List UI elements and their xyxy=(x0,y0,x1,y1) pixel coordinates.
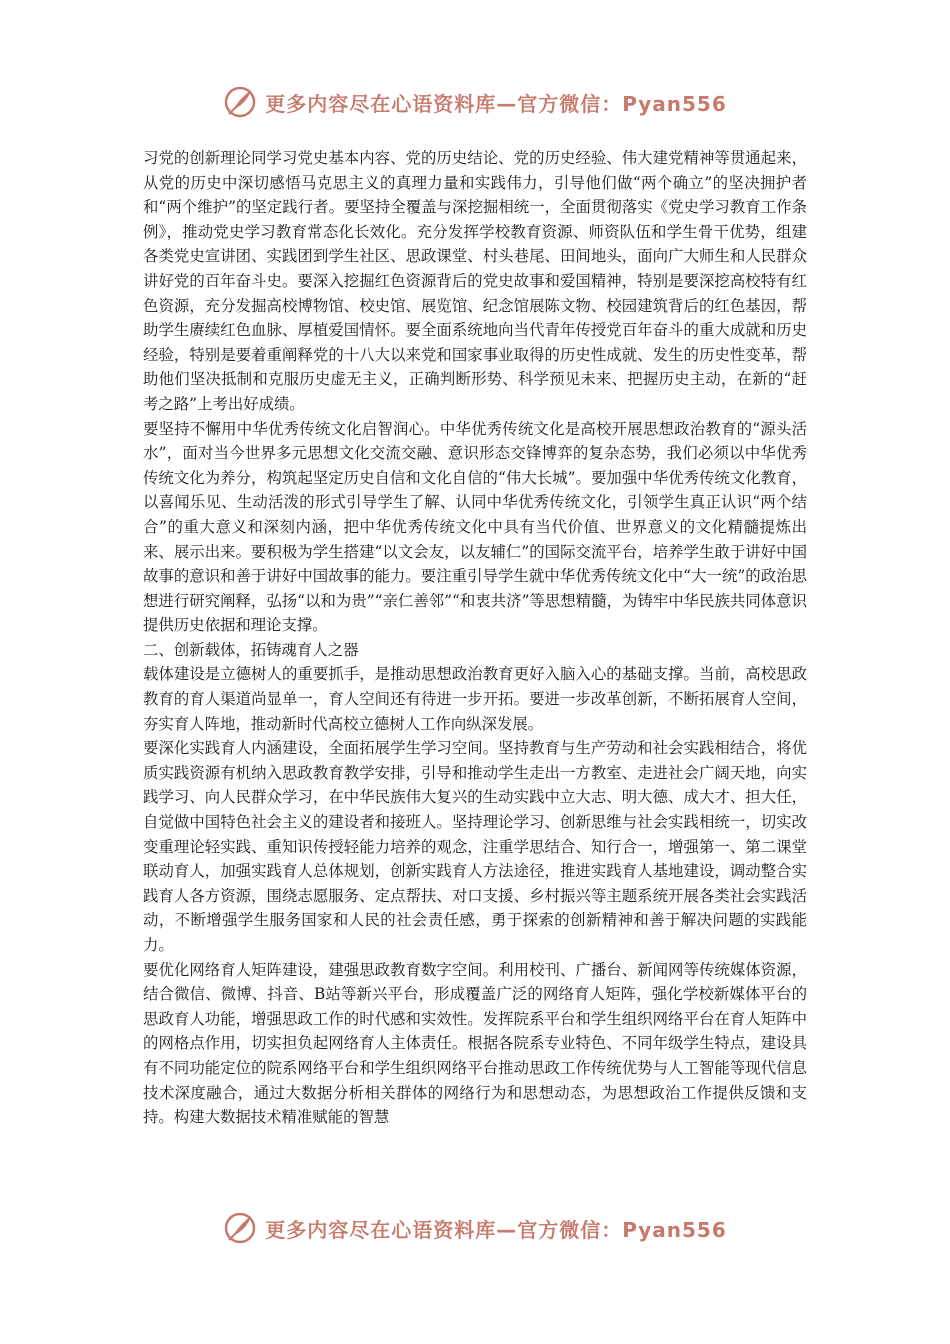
watermark-text: 更多内容尽在心语资料库—官方微信：Pyan556 xyxy=(265,1217,727,1242)
watermark-text: 更多内容尽在心语资料库—官方微信：Pyan556 xyxy=(265,91,727,116)
paragraph-4: 要深化实践育人内涵建设，全面拓展学生学习空间。坚持教育与生产劳动和社会实践相结合，将优质实践资源有机纳入思政教育教学安排，引导和推动学生走出一方教室、走进社会广阔天地，向实践学习、向人民群众学习，在中华民族伟大复兴的生动实践中立大志、明大德、成大才、担大任，自觉做中国特色社会主义的建设者和接班人。坚持理论学习、创新思维与社会实践相统一，切实改变重理论轻实践、重知识传授轻能力培养的观念，注重学思结合、知行合一，增强第一、第二课堂联动育人，加强实践育人总体规划，创新实践育人方法途径，推进实践育人基地建设，调动整合实践育人各方资源，围绕志愿服务、定点帮扶、对口支援、乡村振兴等主题系统开展各类社会实践活动，不断增强学生服务国家和人民的社会责任感，勇于探索的创新精神和善于解决问题的实践能力。 xyxy=(143,739,807,954)
feather-logo-icon xyxy=(223,85,257,119)
paragraph-2: 要坚持不懈用中华优秀传统文化启智润心。中华优秀传统文化是高校开展思想政治教育的“源头活水”，面对当今世界多元思想文化交流交融、意识形态交锋博弈的复杂态势，我们必须以中华优秀传统文化为养分，构筑起坚定历史自信和文化自信的“伟大长城”。要加强中华优秀传统文化教育，以喜闻乐见、生动活泼的形式引导学生了解、认同中华优秀传统文化，引领学生真正认识“两个结合”的重大意义和深刻内涵，把中华优秀传统文化中具有当代价值、世界意义的文化精髓提炼出来、展示出来。要积极为学生搭建“以文会友，以友辅仁”的国际交流平台，培养学生敢于讲好中国故事的意识和善于讲好中国故事的能力。要注重引导学生就中华优秀传统文化中“大一统”的政治思想进行研究阐释，弘扬“以和为贵”“亲仁善邻”“和衷共济”等思想精髓，为铸牢中华民族共同体意识提供历史依据和理论支撑。 xyxy=(143,419,807,635)
footer-watermark xyxy=(0,1206,950,1250)
document-body xyxy=(143,146,807,1130)
feather-logo-icon xyxy=(223,1211,257,1245)
paragraph-5: 要优化网络育人矩阵建设，建强思政教育数字空间。利用校刊、广播台、新闻网等传统媒体资源，结合微信、微博、抖音、B站等新兴平台，形成覆盖广泛的网络育人矩阵，强化学校新媒体平台的思政育人功能，增强思政工作的时代感和实效性。发挥院系平台和学生组织网络平台在育人矩阵中的网格点作用，切实担负起网络育人主体责任。根据各院系专业特色、不同年级学生特点，建设具有不同功能定位的院系网络平台和学生组织网络平台推动思政工作传统优势与人工智能等现代信息技术深度融合，通过大数据分析相关群体的网络行为和思想动态，为思想政治工作提供反馈和支持。构建大数据技术精准赋能的智慧 xyxy=(143,960,807,1127)
section-heading: 二、创新载体，拓铸魂育人之器 xyxy=(143,640,359,659)
paragraph-3: 载体建设是立德树人的重要抓手，是推动思想政治教育更好入脑入心的基础支撑。当前，高校思政教育的育人渠道尚显单一，育人空间还有待进一步开拓。要进一步改革创新，不断拓展育人空间，夯实育人阵地，推动新时代高校立德树人工作向纵深发展。 xyxy=(143,665,807,733)
header-watermark xyxy=(0,80,950,124)
paragraph-1: 习党的创新理论同学习党史基本内容、党的历史结论、党的历史经验、伟大建党精神等贯通起来，从党的历史中深切感悟马克思主义的真理力量和实践伟力，引导他们做“两个确立”的坚决拥护者和“两个维护”的坚定践行者。要坚持全覆盖与深挖掘相统一，全面贯彻落实《党史学习教育工作条例》，推动党史学习教育常态化长效化。充分发挥学校教育资源、师资队伍和学生骨干优势，组建各类党史宣讲团、实践团到学生社区、思政课堂、村头巷尾、田间地头，面向广大师生和人民群众讲好党的百年奋斗史。要深入挖掘红色资源背后的党史故事和爱国精神，特别是要深挖高校特有红色资源，充分发掘高校博物馆、校史馆、展览馆、纪念馆展陈文物、校园建筑背后的红色基因，帮助学生赓续红色血脉、厚植爱国情怀。要全面系统地向当代青年传授党百年奋斗的重大成就和历史经验，特别是要着重阐释党的十八大以来党和国家事业取得的历史性成就、发生的历史性变革，帮助他们坚决抵制和克服历史虚无主义，正确判断形势、科学预见未来、把握历史主动，在新的“赶考之路”上考出好成绩。 xyxy=(143,149,807,413)
